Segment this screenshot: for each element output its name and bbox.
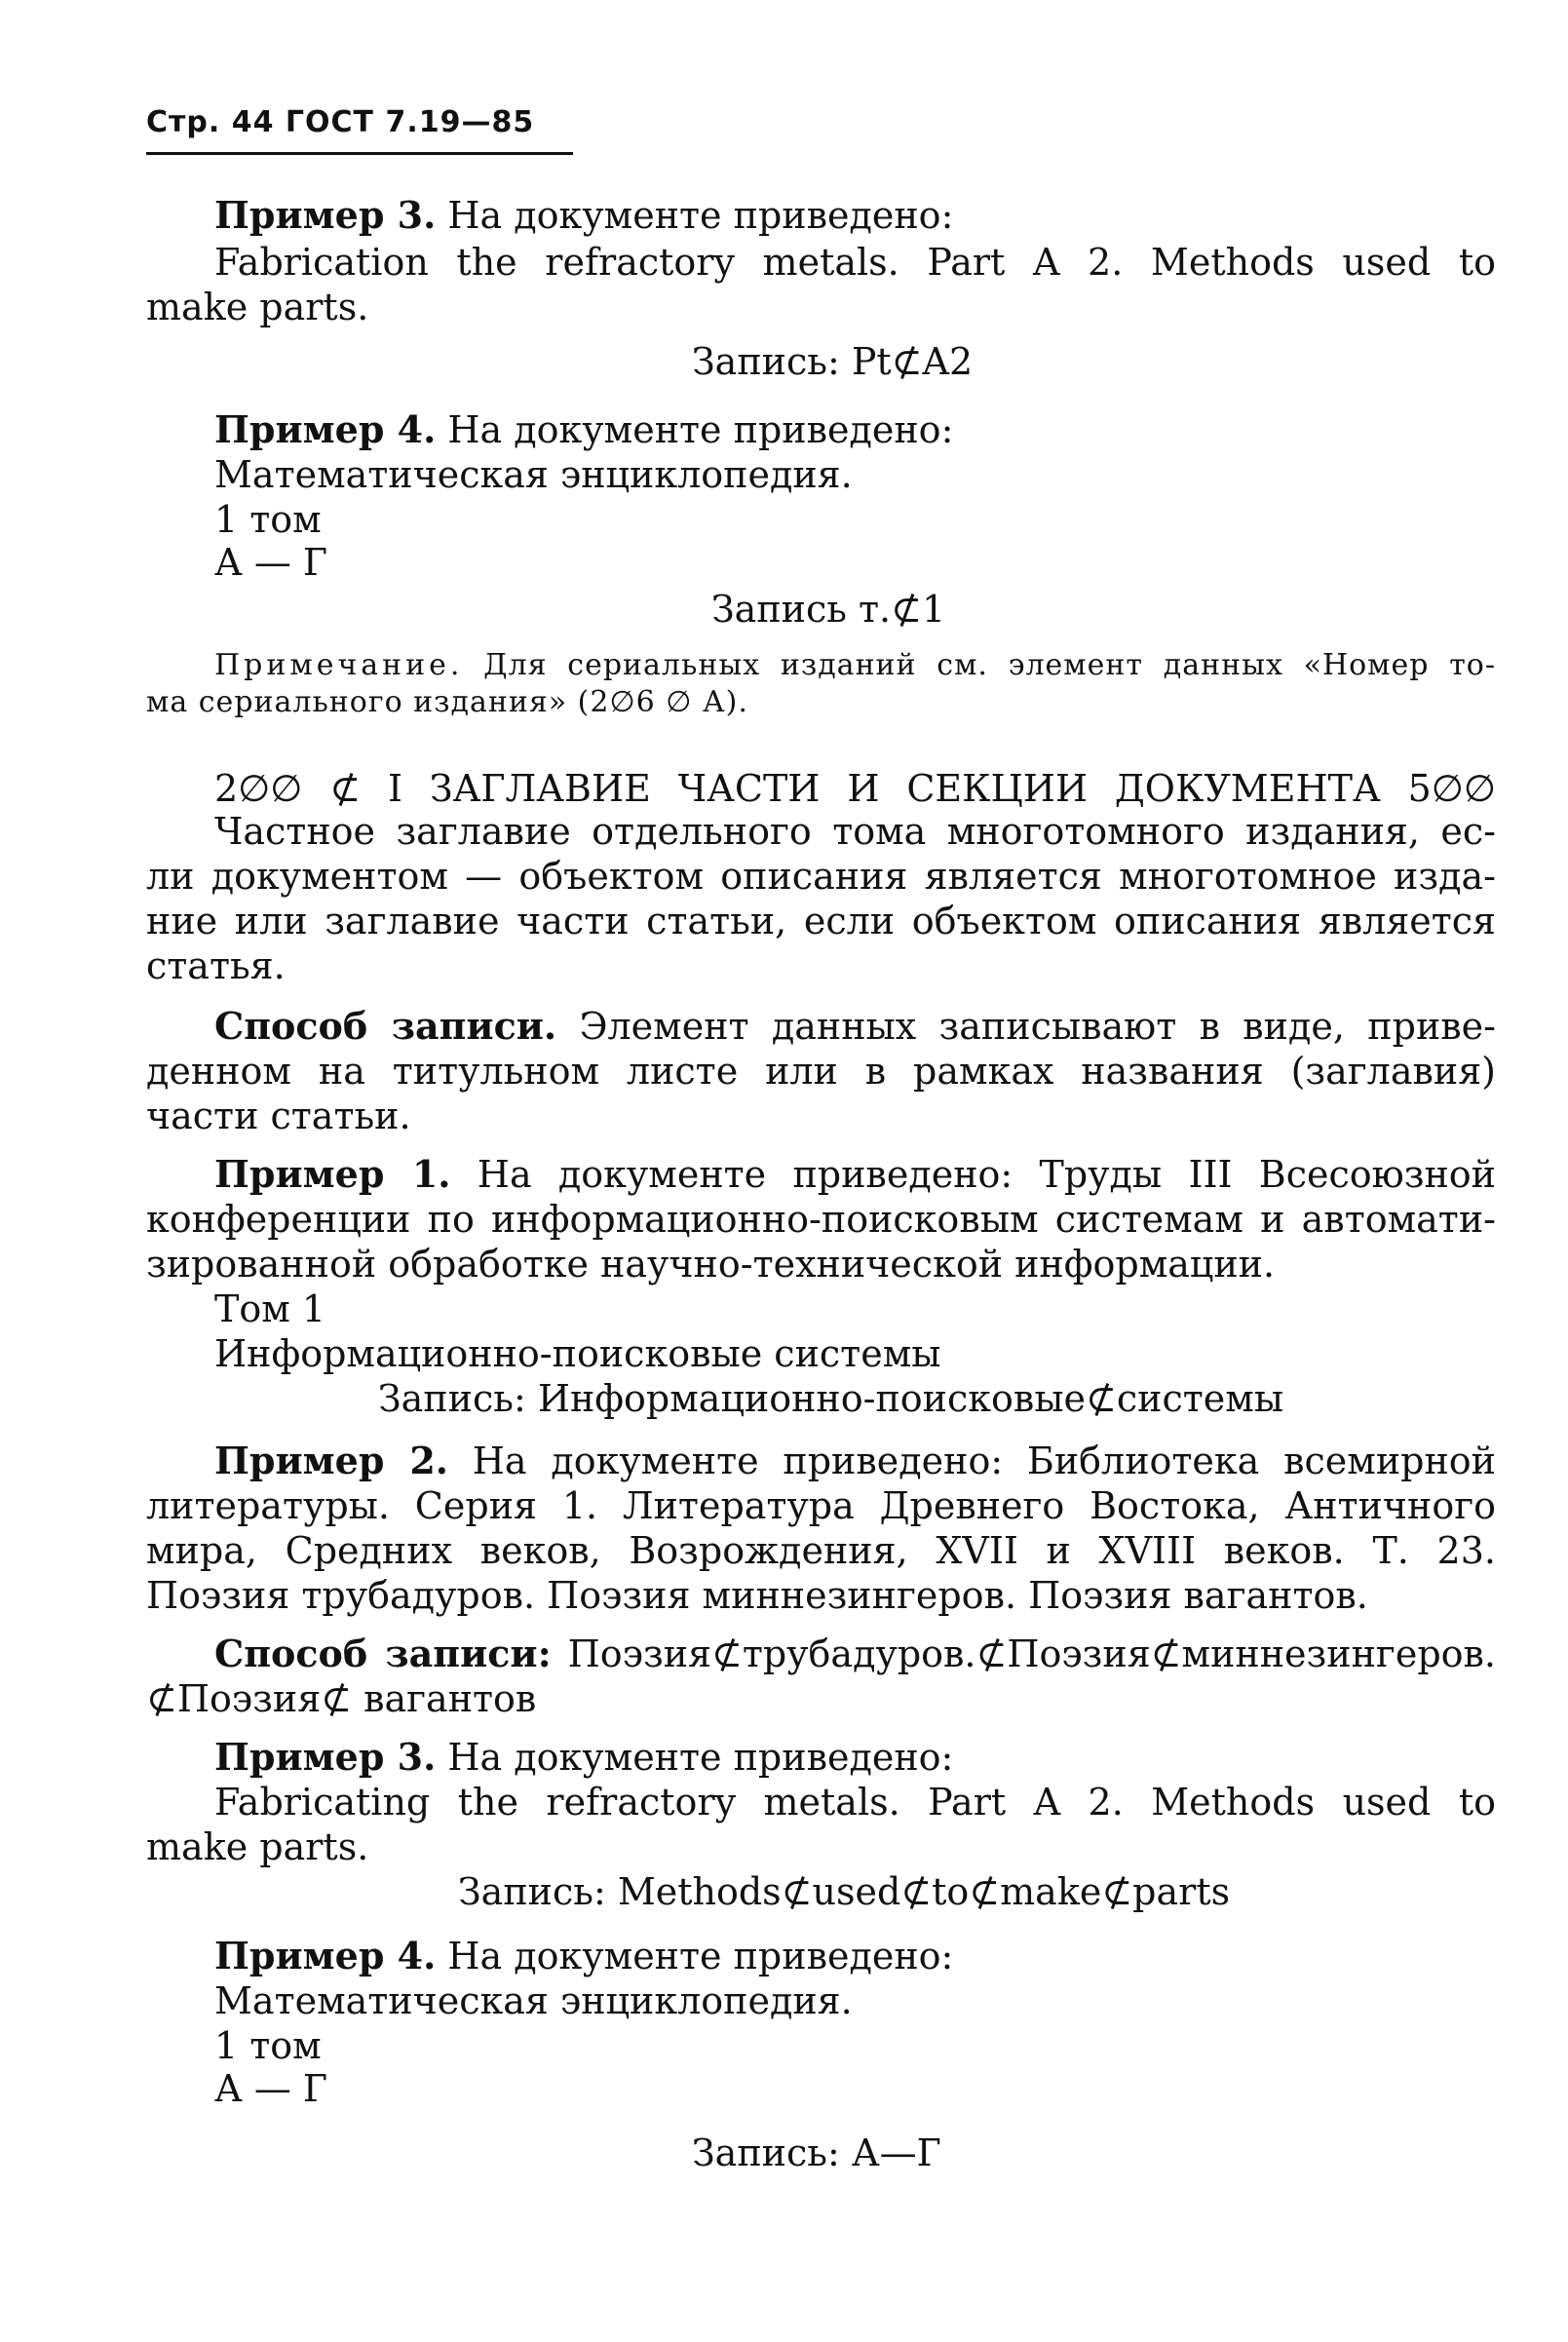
text-line: Fabrication the refractory metals. Part A 2. Methods used to <box>214 241 1496 284</box>
record-line: Запись: Pt⊄A2 <box>692 340 974 383</box>
text-line: А — Г <box>214 2067 328 2110</box>
text-line: ⊄Поэзия⊄ вагантов <box>146 1677 537 1720</box>
text-line: 1 том <box>214 2024 322 2067</box>
text-line: денном на титульном листе или в рамках названия (заглавия) <box>146 1050 1496 1093</box>
section-heading: 2∅∅ ⊄ I ЗАГЛАВИЕ ЧАСТИ И СЕКЦИИ ДОКУМЕНТА 5∅∅ <box>214 767 1496 810</box>
example-4-heading: Пример 4. На документе приведено: <box>214 1934 954 1977</box>
example-3-heading: Пример 3. На документе приведено: <box>214 193 954 237</box>
text-line: Математическая энциклопедия. <box>214 1979 853 2022</box>
record-line: Запись: Methods⊄used⊄to⊄make⊄parts <box>458 1870 1231 1913</box>
text-line: Информационно-поисковые системы <box>214 1332 941 1375</box>
text-line: Том 1 <box>214 1287 326 1330</box>
text-line: Математическая энциклопедия. <box>214 453 853 496</box>
text-line: ли документом — объектом описания является многотомное изда- <box>146 855 1496 898</box>
page-header: Стр. 44 ГОСТ 7.19—85 <box>146 105 535 139</box>
example-1-heading: Пример 1. На документе приведено: Труды III Всесоюзной <box>214 1152 1496 1196</box>
text-line: конференции по информационно-поисковым системам и автомати- <box>146 1198 1496 1241</box>
method-heading: Способ записи: Поэзия⊄трубадуров.⊄Поэзия⊄миннезингеров. <box>214 1632 1496 1675</box>
text-line: статья. <box>146 944 286 987</box>
text-line: А — Г <box>214 541 328 584</box>
example-3-heading: Пример 3. На документе приведено: <box>214 1735 954 1779</box>
text-line: make parts. <box>146 286 369 328</box>
text-line: литературы. Серия 1. Литература Древнего Востока, Античного <box>146 1484 1496 1527</box>
text-line: Fabricating the refractory metals. Part A 2. Methods used to <box>214 1781 1496 1824</box>
example-2-heading: Пример 2. На документе приведено: Библиотека всемирной <box>214 1439 1496 1482</box>
example-4-heading: Пример 4. На документе приведено: <box>214 407 954 451</box>
header-rule <box>146 152 573 155</box>
text-line: make parts. <box>146 1825 369 1868</box>
record-line: Запись: А—Г <box>692 2131 941 2174</box>
method-heading: Способ записи. Элемент данных записывают в виде, приве- <box>214 1004 1496 1048</box>
record-line: Запись: Информационно-поисковые⊄системы <box>378 1377 1284 1420</box>
text-line: 1 том <box>214 498 322 541</box>
record-line: Запись т.⊄1 <box>711 588 946 631</box>
text-line: части статьи. <box>146 1094 411 1137</box>
text-line: Частное заглавие отдельного тома многотомного издания, ес- <box>214 810 1496 853</box>
note-line: ма сериального издания» (2∅6 ∅ А). <box>146 685 748 719</box>
text-line: мира, Средних веков, Возрождения, XVII и XVIII веков. Т. 23. <box>146 1529 1496 1572</box>
note-line: Примечание. Для сериальных изданий см. элемент данных «Номер то- <box>214 648 1496 682</box>
text-line: Поэзия трубадуров. Поэзия миннезингеров. Поэзия вагантов. <box>146 1574 1368 1617</box>
text-line: зированной обработке научно-технической информации. <box>146 1243 1276 1286</box>
text-line: ние или заглавие части статьи, если объектом описания является <box>146 900 1496 942</box>
